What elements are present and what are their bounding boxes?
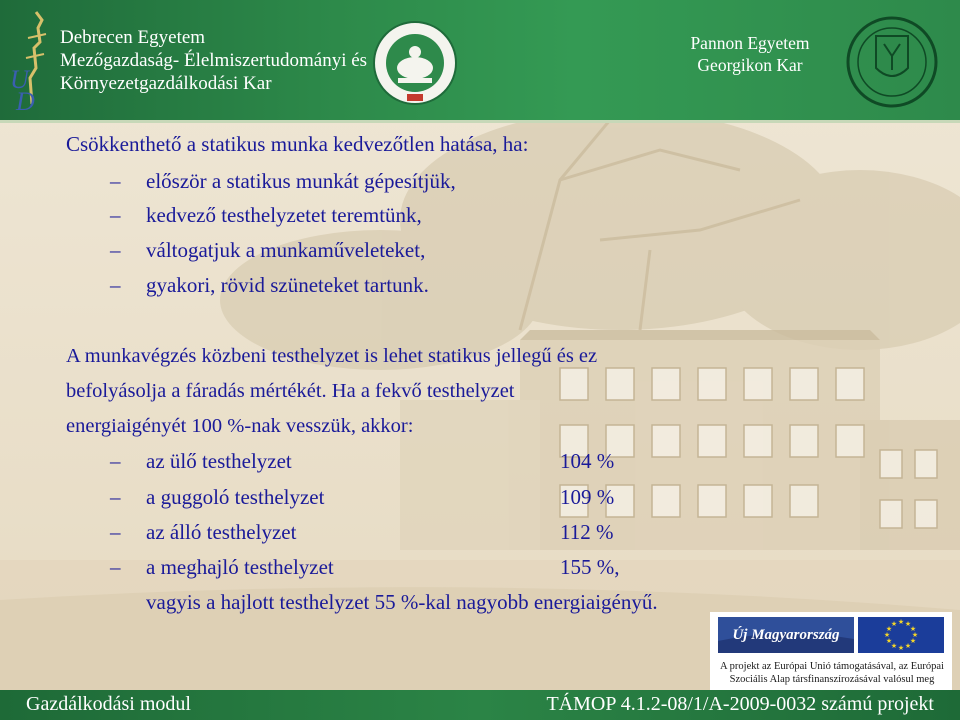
condition-text: először a statikus munkát gépesítjük, [146,169,456,193]
svg-text:★: ★ [911,631,919,639]
svg-text:U: U [10,65,29,94]
svg-text:★: ★ [904,642,912,650]
posture-value: 155 %, [560,555,620,579]
condition-item [110,272,429,298]
paragraph-line-1: A munkavégzés közbeni testhelyzet is lehet statikus jellegű és ez [66,345,598,367]
footer-module-name: Gazdálkodási modul [26,693,191,715]
eu-support-box [710,612,952,692]
footer-project-id: TÁMOP 4.1.2-08/1/A-2009-0032 számú projekt [546,693,934,715]
eu-caption-line-2: Szociális Alap társfinanszírozásával valósul meg [729,674,935,685]
uj-magyarorszag-logo [718,617,854,653]
dash-bullet: – [110,449,121,473]
header-right-line-1: Pannon Egyetem [690,33,810,53]
svg-text:★: ★ [909,625,917,633]
header-left-line-1: Debrecen Egyetem [60,27,206,48]
condition-text: váltogatjuk a munkaműveleteket, [146,238,426,262]
svg-text:★: ★ [890,642,898,650]
paragraph-line-3: energiaigényét 100 %-nak vesszük, akkor: [66,415,414,437]
svg-text:★: ★ [909,637,917,645]
dash-bullet: – [110,520,121,544]
header-right-line-2: Georgikon Kar [697,55,803,75]
posture-label: az ülő testhelyzet [146,449,292,473]
dash-bullet: – [110,485,121,509]
posture-value: 104 % [560,449,615,473]
svg-text:★: ★ [890,620,898,628]
svg-text:D: D [16,87,35,112]
svg-text:★: ★ [883,631,891,639]
condition-item [110,237,425,263]
dash-bullet: – [110,238,121,262]
conclusion-text: vagyis a hajlott testhelyzet 55 %-kal nagyobb energiaigényű. [146,590,658,614]
svg-text:★: ★ [904,620,912,628]
header-left-line-3: Környezetgazdálkodási Kar [60,73,272,94]
footer-band [0,690,960,720]
condition-text: kedvező testhelyzetet teremtünk, [146,203,422,227]
condition-text: gyakori, rövid szüneteket tartunk. [146,273,429,297]
posture-value: 112 % [560,520,614,544]
posture-row [110,519,614,545]
condition-item [110,202,422,228]
posture-row [110,448,615,474]
eu-flag-icon [858,617,944,653]
dash-bullet: – [110,203,121,227]
svg-text:★: ★ [885,625,893,633]
dash-bullet: – [110,169,121,193]
eu-support-caption [714,660,950,686]
posture-label: az álló testhelyzet [146,520,297,544]
posture-label: a guggoló testhelyzet [146,485,325,509]
header-left-line-2: Mezőgazdaság- Élelmiszertudományi és [60,50,368,71]
svg-text:★: ★ [897,618,905,626]
uj-logo-text: Új Magyarország [732,627,840,643]
dash-bullet: – [110,555,121,579]
paragraph-line-2: befolyásolja a fáradás mértékét. Ha a fekvő testhelyzet [66,380,515,402]
dash-bullet: – [110,273,121,297]
eu-caption-line-1: A projekt az Európai Unió támogatásával, az Európai [720,661,944,672]
svg-text:★: ★ [885,637,893,645]
posture-row [110,554,620,580]
posture-value: 109 % [560,485,615,509]
svg-text:★: ★ [897,644,905,652]
intro-heading: Csökkenthető a statikus munka kedvezőtlen hatása, ha: [66,132,529,156]
posture-label: a meghajló testhelyzet [146,555,334,579]
posture-row [110,484,615,510]
condition-item [110,168,456,194]
